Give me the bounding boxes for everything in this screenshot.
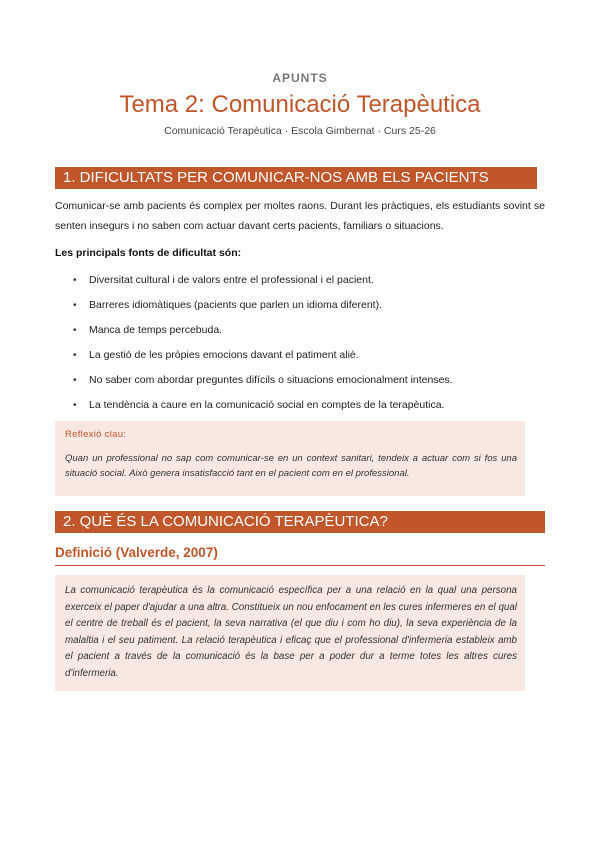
- callout-text: Quan un professional no sap com comunicar-se en un context sanitari, tendeix a actuar com si fos una situació social. Això genera insatisfacció tant en el pacient com en el professional.: [65, 453, 517, 479]
- list-item: • Barreres idiomàtiques (pacients que parlen un idioma diferent).: [55, 293, 545, 318]
- section-2-heading: 2. QUÈ ÉS LA COMUNICACIÓ TERAPÈUTICA?: [55, 511, 545, 533]
- bullet-icon: •: [73, 400, 77, 411]
- list-item: • La tendència a caure en la comunicació social en comptes de la terapèutica.: [55, 393, 545, 418]
- section-1-intro: Comunicar-se amb pacients és complex per moltes raons. Durant les pràctiques, els estudiants sovint se senten insegurs i no saben com actuar davant certs pacients, familiars o situacions.: [55, 200, 545, 232]
- definition-subheading: Definició (Valverde, 2007): [55, 545, 545, 566]
- key-reflection-callout: [55, 421, 525, 496]
- list-item: • Manca de temps percebuda.: [55, 318, 545, 343]
- doc-kicker: APUNTS: [272, 71, 328, 85]
- page-subtitle: Comunicació Terapèutica · Escola Gimbernat · Curs 25-26: [164, 125, 436, 137]
- callout-label: Reflexió clau:: [65, 429, 127, 440]
- page-title: Tema 2: Comunicació Terapèutica: [119, 91, 481, 118]
- list-item: • Diversitat cultural i de valors entre el professional i el pacient.: [55, 268, 545, 293]
- difficulties-list: [55, 268, 545, 418]
- list-item: • No saber com abordar preguntes difícils o situacions emocionalment intenses.: [55, 368, 545, 393]
- bullet-icon: •: [73, 350, 77, 361]
- bullet-icon: •: [73, 325, 77, 336]
- section-1-heading: 1. DIFICULTATS PER COMUNICAR-NOS AMB ELS PACIENTS: [55, 167, 537, 189]
- bullet-icon: •: [73, 375, 77, 386]
- bullet-icon: •: [73, 275, 77, 286]
- bullet-icon: •: [73, 300, 77, 311]
- definition-text: La comunicació terapèutica és la comunicació específica per a una relació en la qual una persona exerceix el paper d'ajudar a una altra. Constitueix un nou enfocament en les cures infermeres en el qual el centre de treball és el pacient, la seva narrativa (el que diu i com ho diu), la seva experiència de la malaltia i el seu patiment. La relació terapèutica i eficaç que el professional d'infermeria estableix amb el pacient a través de la comunicació és la base per a poder dur a terme totes les altres cures d'infermeria.: [65, 585, 517, 679]
- definition-callout: [55, 575, 525, 691]
- list-item: • La gestió de les pròpies emocions davant el patiment aliè.: [55, 343, 545, 368]
- difficulties-lead: Les principals fonts de dificultat són:: [55, 247, 242, 259]
